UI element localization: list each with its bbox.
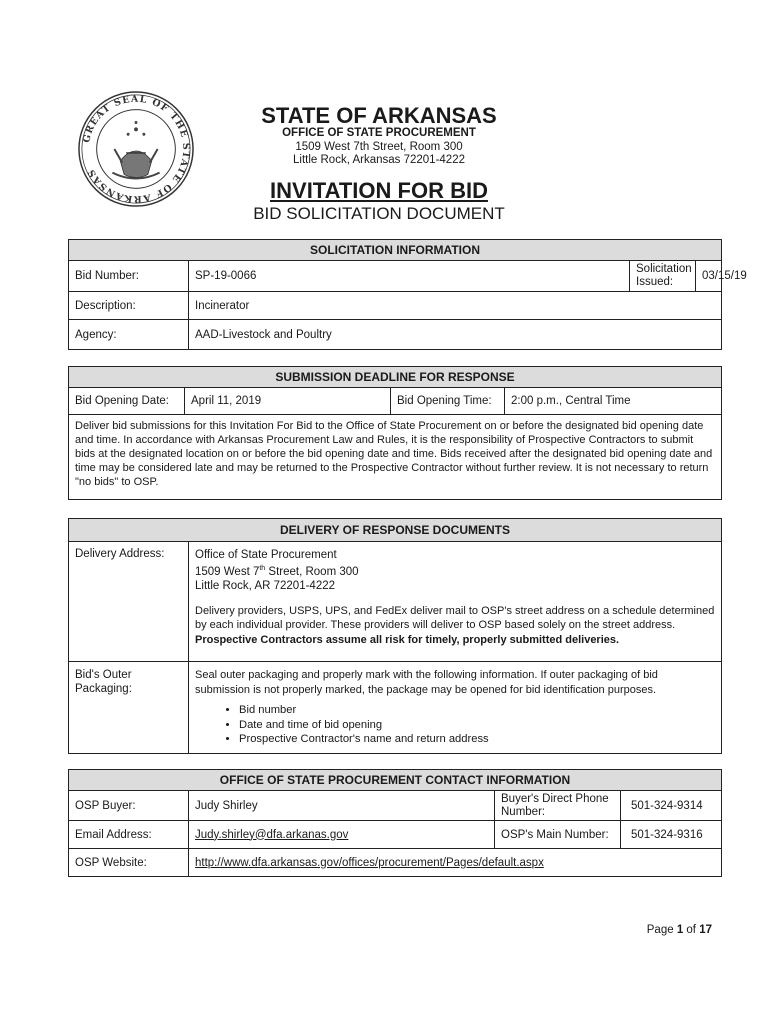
agency-row bbox=[69, 320, 721, 349]
email-address-link[interactable]: Judy.shirley@dfa.arkanas.gov bbox=[195, 828, 349, 841]
email-address-label: Email Address: bbox=[75, 828, 152, 841]
bid-opening-time-label: Bid Opening Time: bbox=[390, 388, 504, 414]
solicitation-info-heading: SOLICITATION INFORMATION bbox=[69, 240, 721, 261]
osp-website-label: OSP Website: bbox=[75, 856, 147, 869]
packaging-list bbox=[195, 703, 715, 747]
osp-main-number-value: 501-324-9316 bbox=[620, 821, 721, 848]
delivery-risk-notice: Prospective Contractors assume all risk for timely, properly submitted deliveries. bbox=[195, 633, 620, 646]
osp-website-link[interactable]: http://www.dfa.arkansas.gov/offices/procurement/Pages/default.aspx bbox=[195, 856, 544, 869]
svg-text:GREAT SEAL OF THE STATE OF ARK: GREAT SEAL OF THE STATE OF ARKANSAS bbox=[81, 93, 192, 205]
description-row bbox=[69, 292, 721, 320]
outer-packaging-label: Bid's Outer Packaging: bbox=[75, 669, 132, 695]
list-item: • Prospective Contractor's name and return address bbox=[239, 732, 715, 747]
list-item: • Bid number bbox=[239, 703, 715, 718]
osp-buyer-value: Judy Shirley bbox=[188, 791, 494, 820]
bid-number-value: SP-19-0066 bbox=[188, 261, 629, 291]
solicitation-issued-value: 03/15/19 bbox=[695, 261, 721, 291]
office-name: OFFICE OF STATE PROCUREMENT bbox=[282, 127, 476, 139]
submission-deadline-table bbox=[68, 366, 722, 500]
bid-opening-date-label: Bid Opening Date: bbox=[75, 395, 169, 407]
delivery-address-label: Delivery Address: bbox=[75, 548, 165, 560]
bid-opening-time-value: 2:00 p.m., Central Time bbox=[504, 388, 721, 414]
submission-instructions: Deliver bid submissions for this Invitation For Bid to the Office of State Procurement on or before the designated bid opening date and time. In accordance with Arkansas Procurement Law and Rules, it is the responsibility of Prospective Contractors to submit bids at the designated location on or before the bid opening date and time. Bids received after the designated bid opening date and time may be considered late and may be returned to the Prospective Contractor without further review. It is not necessary to return "no bids" to OSP. bbox=[75, 420, 713, 488]
contact-heading: OFFICE OF STATE PROCUREMENT CONTACT INFORMATION bbox=[69, 770, 721, 791]
page-number: Page 1 of 17 bbox=[646, 924, 712, 936]
solicitation-issued-label: Solicitation Issued: bbox=[629, 261, 695, 291]
contact-table bbox=[68, 769, 722, 877]
description-label: Description: bbox=[75, 299, 136, 312]
office-address-line1: 1509 West 7th Street, Room 300 bbox=[295, 141, 463, 153]
outer-packaging-row bbox=[69, 662, 721, 753]
agency-value: AAD-Livestock and Poultry bbox=[188, 320, 721, 349]
email-row bbox=[69, 821, 721, 849]
document-title: INVITATION FOR BID bbox=[270, 178, 488, 203]
buyer-row bbox=[69, 791, 721, 821]
delivery-address-line2: 1509 West 7th Street, Room 300 bbox=[195, 565, 359, 578]
bid-opening-row bbox=[69, 388, 721, 415]
delivery-address-row bbox=[69, 542, 721, 662]
outer-packaging-content bbox=[188, 662, 721, 753]
bid-opening-date-value: April 11, 2019 bbox=[184, 388, 390, 414]
website-row bbox=[69, 849, 721, 876]
submission-deadline-heading: SUBMISSION DEADLINE FOR RESPONSE bbox=[69, 367, 721, 388]
delivery-table bbox=[68, 518, 722, 754]
osp-main-number-label: OSP's Main Number: bbox=[494, 821, 620, 848]
osp-website-cell bbox=[188, 849, 721, 876]
buyer-direct-phone-label: Buyer's Direct Phone Number: bbox=[494, 791, 620, 820]
agency-label: Agency: bbox=[75, 328, 117, 341]
bid-number-row bbox=[69, 261, 747, 292]
document-subtitle: BID SOLICITATION DOCUMENT bbox=[253, 204, 505, 223]
office-address-line2: Little Rock, Arkansas 72201-4222 bbox=[293, 154, 465, 166]
email-address-cell bbox=[188, 821, 494, 848]
bid-number-label: Bid Number: bbox=[75, 270, 139, 282]
outer-packaging-text: Seal outer packaging and properly mark with the following information. If outer packaging of bid submission is not properly marked, the package may be opened for bid identification purposes. bbox=[195, 669, 658, 696]
description-value: Incinerator bbox=[188, 292, 721, 319]
osp-buyer-label: OSP Buyer: bbox=[75, 799, 136, 812]
list-item: • Date and time of bid opening bbox=[239, 718, 715, 733]
buyer-direct-phone-value: 501-324-9314 bbox=[620, 791, 721, 820]
delivery-heading: DELIVERY OF RESPONSE DOCUMENTS bbox=[69, 519, 721, 542]
state-name: STATE OF ARKANSAS bbox=[261, 103, 497, 128]
solicitation-info-table bbox=[68, 239, 747, 350]
delivery-address-content bbox=[188, 542, 721, 661]
delivery-providers-text: Delivery providers, USPS, UPS, and FedEx deliver mail to OSP's street address on a schedule determined by each individual provider. These providers will deliver to OSP based solely on the street address. Prospective Contractors assume all risk for timely, properly submitted deliveries. bbox=[195, 604, 715, 646]
delivery-address-line1: Office of State Procurement bbox=[195, 549, 337, 561]
delivery-address-line3: Little Rock, AR 72201-4222 bbox=[195, 579, 336, 592]
